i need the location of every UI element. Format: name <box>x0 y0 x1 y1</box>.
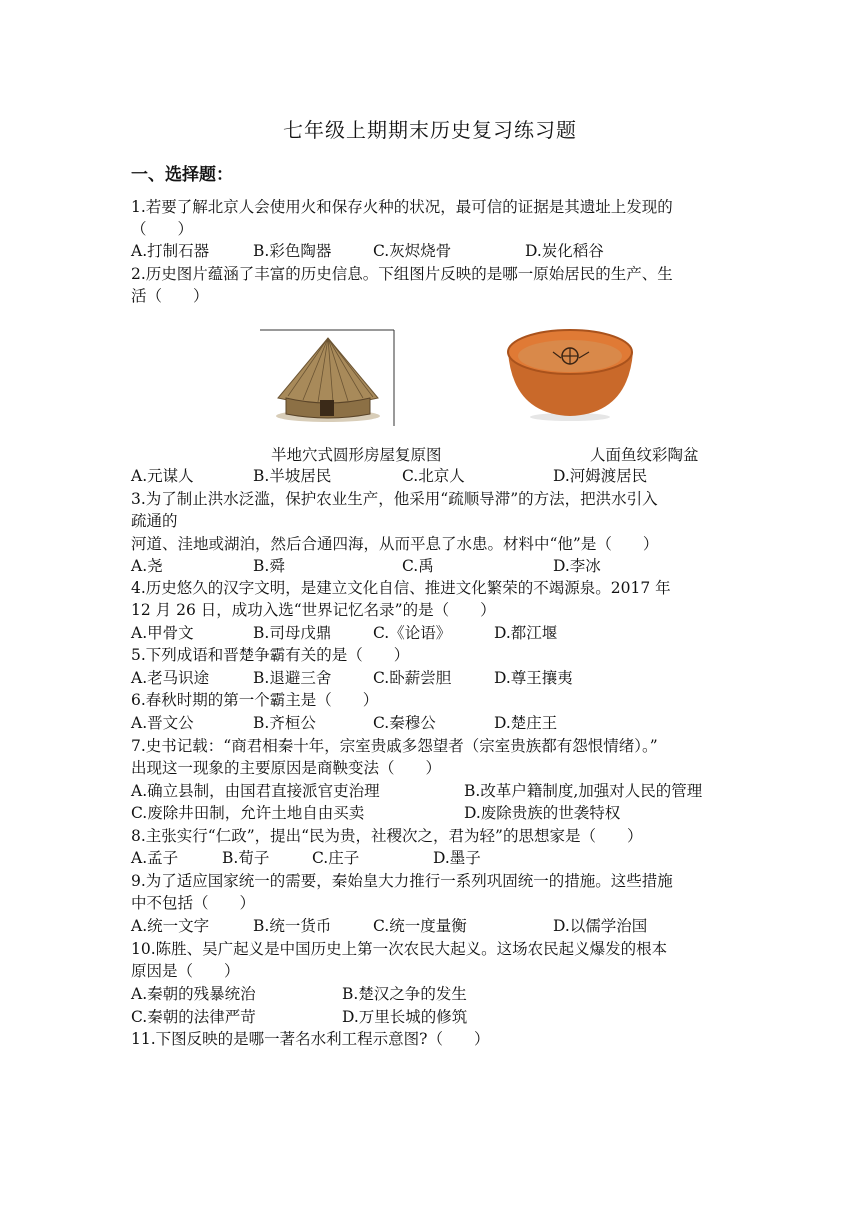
question-2-stem-line-2: 活（ ） <box>131 287 209 305</box>
question-7-option-c: C.废除井田制，允许土地自由买卖 <box>131 804 365 822</box>
question-2-option-c: C.北京人 <box>402 467 465 485</box>
question-10-stem-line-1: 10.陈胜、吴广起义是中国历史上第一次农民大起义。这场农民起义爆发的根本 <box>131 940 668 958</box>
page-title: 七年级上期期末历史复习练习题 <box>283 118 577 142</box>
question-4-stem-line-2: 12 月 26 日，成功入选“世界记忆名录”的是（ ） <box>131 601 496 619</box>
question-6-option-d: D.楚庄王 <box>494 714 558 732</box>
semi-subterranean-house-image <box>258 328 398 428</box>
question-1-option-b: B.彩色陶器 <box>253 242 332 260</box>
question-5-option-c: C.卧薪尝胆 <box>373 669 452 687</box>
question-8-option-a: A.孟子 <box>131 849 179 867</box>
question-5-option-b: B.退避三舍 <box>253 669 332 687</box>
question-9-stem-line-2: 中不包括（ ） <box>131 894 256 912</box>
question-2-stem-line-1: 2.历史图片蕴涵了丰富的历史信息。下组图片反映的是哪一原始居民的生产、生 <box>131 265 673 283</box>
question-9-option-d: D.以儒学治国 <box>553 917 648 935</box>
question-7-stem-line-2: 出现这一现象的主要原因是商鞅变法（ ） <box>131 759 442 777</box>
basin-image-caption: 人面鱼纹彩陶盆 <box>590 446 699 464</box>
question-7-option-a: A.确立县制，由国君直接派官吏治理 <box>131 782 380 800</box>
question-3-option-a: A.尧 <box>131 557 163 575</box>
question-7-option-d: D.废除贵族的世袭特权 <box>464 804 621 822</box>
question-9-option-b: B.统一货币 <box>253 917 332 935</box>
question-9-option-a: A.统一文字 <box>131 917 210 935</box>
question-10-option-a: A.秦朝的残暴统治 <box>131 985 256 1003</box>
question-7-option-b: B.改革户籍制度,加强对人民的管理 <box>464 782 703 800</box>
question-10-option-b: B.楚汉之争的发生 <box>342 985 467 1003</box>
question-3-stem-line-2: 疏通的 <box>131 512 178 530</box>
question-8-stem: 8.主张实行“仁政”，提出“民为贵，社稷次之，君为轻”的思想家是（ ） <box>131 827 643 845</box>
question-2-option-b: B.半坡居民 <box>253 467 332 485</box>
question-1-stem-line-2: （ ） <box>131 220 194 238</box>
question-2-option-d: D.河姆渡居民 <box>553 467 648 485</box>
house-image-caption: 半地穴式圆形房屋复原图 <box>271 446 442 464</box>
question-4-stem-line-1: 4.历史悠久的汉字文明，是建立文化自信、推进文化繁荣的不竭源泉。2017 年 <box>131 579 671 597</box>
question-3-option-d: D.李冰 <box>553 557 601 575</box>
question-3-stem-line-3: 河道、洼地或湖泊，然后合通四海，从而平息了水患。材料中“他”是（ ） <box>131 535 659 553</box>
question-8-option-d: D.墨子 <box>433 849 481 867</box>
question-5-option-d: D.尊王攘夷 <box>494 669 573 687</box>
question-6-stem: 6.春秋时期的第一个霸主是（ ） <box>131 691 379 709</box>
question-9-stem-line-1: 9.为了适应国家统一的需要，秦始皇大力推行一系列巩固统一的措施。这些措施 <box>131 872 673 890</box>
question-4-option-d: D.都江堰 <box>494 624 558 642</box>
question-7-stem-line-1: 7.史书记载：“商君相秦十年，宗室贵戚多怨望者（宗室贵族都有怨恨情绪）。” <box>131 737 658 755</box>
question-10-option-c: C.秦朝的法律严苛 <box>131 1008 256 1026</box>
question-6-option-a: A.晋文公 <box>131 714 194 732</box>
question-4-option-c: C.《论语》 <box>373 624 452 642</box>
question-8-option-c: C.庄子 <box>312 849 360 867</box>
question-11-stem: 11.下图反映的是哪一著名水利工程示意图?（ ） <box>131 1030 490 1048</box>
question-3-option-b: B.舜 <box>253 557 285 575</box>
question-4-option-a: A.甲骨文 <box>131 624 194 642</box>
question-1-option-a: A.打制石器 <box>131 242 210 260</box>
question-5-stem: 5.下列成语和晋楚争霸有关的是（ ） <box>131 646 410 664</box>
section-heading: 一、选择题： <box>131 165 233 185</box>
question-1-option-c: C.灰烬烧骨 <box>373 242 452 260</box>
question-4-option-b: B.司母戊鼎 <box>253 624 332 642</box>
question-10-option-d: D.万里长城的修筑 <box>342 1008 468 1026</box>
question-10-stem-line-2: 原因是（ ） <box>131 962 240 980</box>
question-8-option-b: B.荀子 <box>222 849 270 867</box>
question-1-option-d: D.炭化稻谷 <box>525 242 604 260</box>
question-3-stem-line-1: 3.为了制止洪水泛滥，保护农业生产，他采用“疏顺导滞”的方法，把洪水引入 <box>131 490 658 508</box>
question-3-option-c: C.禹 <box>402 557 434 575</box>
question-5-option-a: A.老马识途 <box>131 669 210 687</box>
question-1-stem-line-1: 1.若要了解北京人会使用火和保存火种的状况，最可信的证据是其遗址上发现的 <box>131 198 673 216</box>
question-2-option-a: A.元谋人 <box>131 467 194 485</box>
question-9-option-c: C.统一度量衡 <box>373 917 467 935</box>
question-6-option-b: B.齐桓公 <box>253 714 316 732</box>
question-6-option-c: C.秦穆公 <box>373 714 436 732</box>
painted-pottery-basin-image <box>503 322 638 422</box>
